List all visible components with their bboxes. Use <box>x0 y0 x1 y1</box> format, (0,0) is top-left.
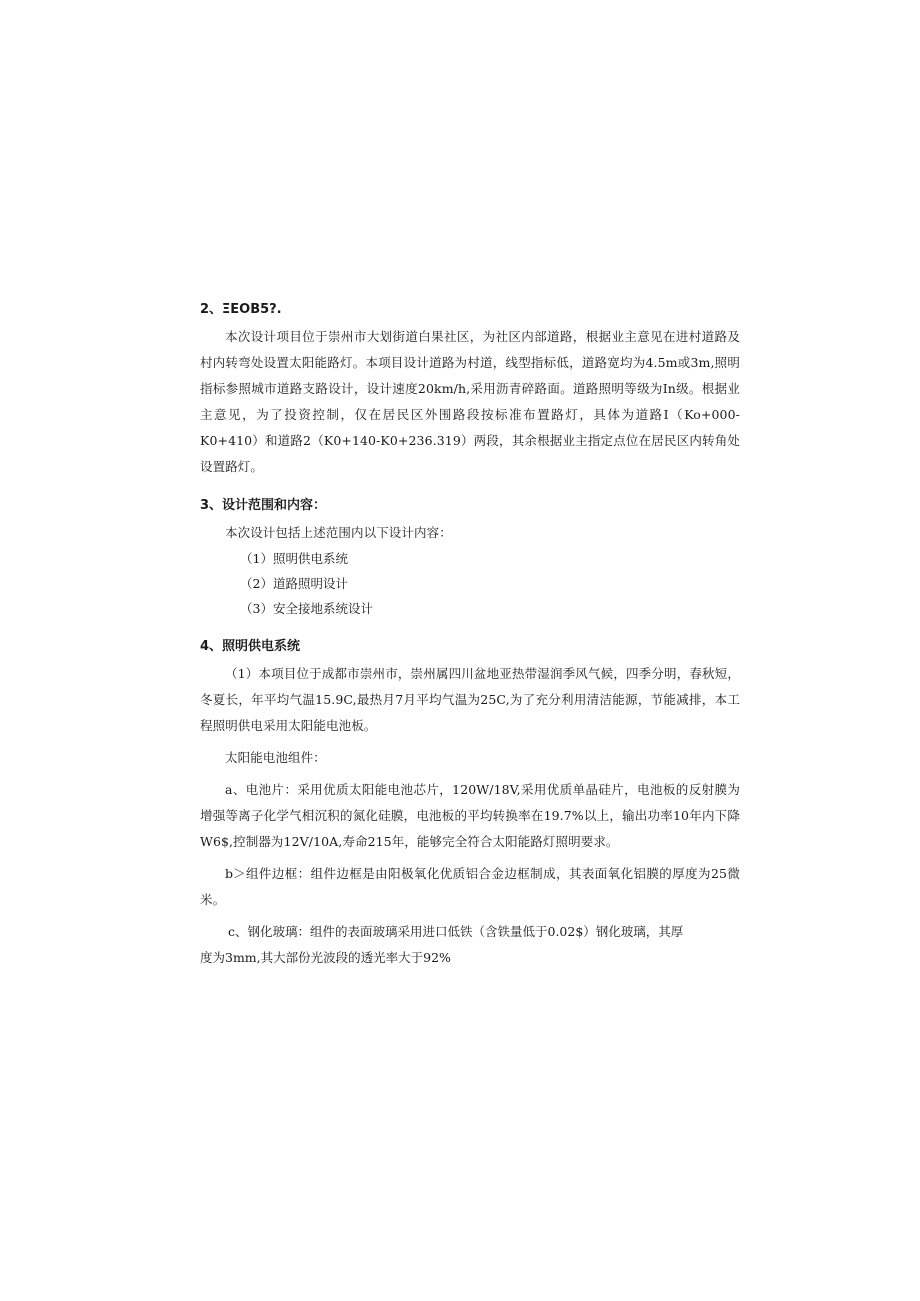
section-4-paragraph-1: （1）本项目位于成都市崇州市，崇州属四川盆地亚热带湿润季风气候，四季分明，春秋短，冬夏长，年平均气温15.9C,最热月7月平均气温为25C,为了充分利用清洁能源，节能减排，本工程照明供电采用太阳能电池板。 <box>200 666 740 733</box>
list-item: （1）照明供电系统 <box>240 551 348 566</box>
section-2 <box>200 296 740 480</box>
list-item: （2）道路照明设计 <box>240 576 348 591</box>
section-4-item-b: b＞组件边框：组件边框是由阳极氧化优质铝合金边框制成，其表面氧化铝膜的厚度为25微米。 <box>200 866 740 907</box>
spacer <box>200 621 740 633</box>
section-3 <box>200 492 740 621</box>
spacer <box>200 480 740 492</box>
section-4 <box>200 633 740 971</box>
section-3-heading: 3、设计范围和内容： <box>200 498 327 513</box>
section-3-intro: 本次设计包括上述范围内以下设计内容： <box>225 525 452 540</box>
list-item: （3）安全接地系统设计 <box>240 601 373 616</box>
section-2-heading: 2、ΞEOB5?. <box>200 302 282 317</box>
section-4-heading: 4、照明供电系统 <box>200 639 301 654</box>
document-page <box>200 296 740 971</box>
section-4-subheading: 太阳能电池组件： <box>225 750 326 765</box>
section-4-item-c-line-1: c、钢化玻璃：组件的表面玻璃采用进口低铁（含铁量低于0.02$）钢化玻璃，其厚 <box>228 924 684 939</box>
section-4-item-c-line-2: 度为3mm,其大部份光波段的透光率大于92% <box>200 950 451 965</box>
section-2-paragraph: 本次设计项目位于崇州市大划街道白果社区，为社区内部道路，根据业主意见在进村道路及村内转弯处设置太阳能路灯。本项目设计道路为村道，线型指标低，道路宽均为4.5m或3m,照明指标参照城市道路支路设计，设计速度20km/h,采用沥青碎路面。道路照明等级为In级。根据业主意见，为了投资控制，仅在居民区外围路段按标准布置路灯，具体为道路I（Ko+000-K0+410）和道路2（K0+140-K0+236.319）两段，其余根据业主指定点位在居民区内转角处设置路灯。 <box>200 329 740 474</box>
section-4-item-a: a、电池片：采用优质太阳能电池芯片，120W/18V,采用优质单晶硅片，电池板的反射膜为增强等离子化学气相沉积的氮化硅膜，电池板的平均转换率在19.7%以上，输出功率10年内下降W6$,控制器为12V/10A,寿命215年，能够完全符合太阳能路灯照明要求。 <box>200 782 740 849</box>
